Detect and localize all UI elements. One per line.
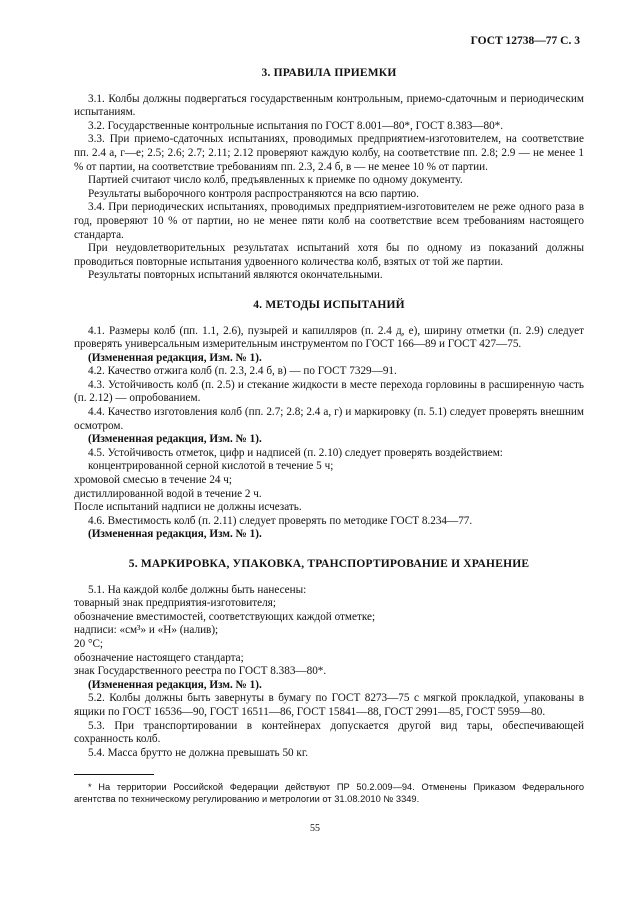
paragraph-5-2: 5.2. Колбы должны быть завернуты в бумагу по ГОСТ 8273—75 с мягкой прокладкой, упакованы в ящики по ГОСТ 16536—90, ГОСТ 16511—86, ГОСТ 15841—88, ГОСТ 2991—85, ГОСТ 5959—80. xyxy=(74,692,584,718)
paragraph-4-1: 4.1. Размеры колб (пп. 1.1, 2.6), пузырей и капилляров (п. 2.4 д, е), ширину отметки (п. 2.9) следует проверять универсальным измерительным инструментом по ГОСТ 166—89 и ГОСТ 427—75. xyxy=(74,324,584,351)
paragraph-4-4: 4.4. Качество изготовления колб (пп. 2.7; 2.8; 2.4 а, г) и маркировку (п. 5.1) следует проверять внешним осмотром. xyxy=(74,406,584,432)
paragraph-3-retest: При неудовлетворительных результатах испытаний хотя бы по одному из показаний должны проводиться повторные испытания удвоенного количества колб, взятых от той же партии. xyxy=(74,242,584,268)
paragraph-4-6: 4.6. Вместимость колб (п. 2.11) следует проверять по методике ГОСТ 8.234—77. xyxy=(88,514,473,527)
amendment-note: (Измененная редакция, Изм. № 1). xyxy=(88,433,262,446)
paragraph-3-2: 3.2. Государственные контрольные испытания по ГОСТ 8.001—80*, ГОСТ 8.383—80*. xyxy=(88,119,504,132)
paragraph-3-final: Результаты повторных испытаний являются окончательными. xyxy=(88,269,383,282)
section-3-heading: 3. ПРАВИЛА ПРИЕМКИ xyxy=(261,67,397,79)
paragraph-3-3: 3.3. При приемо-сдаточных испытаниях, проводимых предприятием-изготовителем, на соответствие пп. 2.4 а, г—е; 2.5; 2.6; 2.7; 2.11; 2.12 проверяют каждую колбу, на соответствие пп. 2.8; 2.9 — не менее 1 % от партии, на соответствие требованиям пп. 2.3, 2.4 б, в — не менее 10 % от партии. xyxy=(74,133,584,173)
footnote xyxy=(74,781,584,805)
paragraph-4-5: 4.5. Устойчивость отметок, цифр и надписей (п. 2.10) следует проверять воздействием: xyxy=(88,446,503,459)
paragraph-3-1: 3.1. Колбы должны подвергаться государственным контрольным, приемо-сдаточным и периодическим испытаниям. xyxy=(74,92,584,119)
section-5-heading: 5. МАРКИРОВКА, УПАКОВКА, ТРАНСПОРТИРОВАНИЕ И ХРАНЕНИЕ xyxy=(128,558,530,570)
list-item: товарный знак предприятия-изготовителя; xyxy=(74,597,276,610)
amendment-note: (Измененная редакция, Изм. № 1). xyxy=(88,678,262,691)
list-item: знак Государственного реестра по ГОСТ 8.383—80*. xyxy=(74,665,327,678)
paragraph-4-3: 4.3. Устойчивость колб (п. 2.5) и стекание жидкости в месте перехода горловины в расширенную часть (п. 2.12) — опробованием. xyxy=(74,378,584,405)
page-number: 55 xyxy=(310,823,320,834)
paragraph-3-4: 3.4. При периодических испытаниях, проводимых предприятием-изготовителем не реже одного раза в год, проверяют 10 % от партии, но не менее пяти колб на соответствие всем требованиям настоящего стандарта. xyxy=(74,201,584,241)
paragraph-5-1: 5.1. На каждой колбе должны быть нанесены: xyxy=(88,583,307,596)
list-item: концентрированной серной кислотой в течение 5 ч; xyxy=(88,460,334,473)
paragraph-4-5-result: После испытаний надписи не должны исчезать. xyxy=(74,501,302,514)
paragraph-3-sampling: Результаты выборочного контроля распространяются на всю партию. xyxy=(88,187,419,200)
amendment-note: (Измененная редакция, Изм. № 1). xyxy=(88,351,262,364)
list-item: дистиллированной водой в течение 2 ч. xyxy=(74,487,262,500)
list-item: 20 °С; xyxy=(74,637,104,650)
list-item: хромовой смесью в течение 24 ч; xyxy=(74,474,233,487)
section-4-heading: 4. МЕТОДЫ ИСПЫТАНИЙ xyxy=(253,298,405,311)
list-item: обозначение настоящего стандарта; xyxy=(74,651,244,664)
paragraph-5-3: 5.3. При транспортировании в контейнерах допускается другой вид тары, обеспечивающей сохранность колб. xyxy=(74,719,584,746)
paragraph-3-batch: Партией считают число колб, предъявленных к приемке по одному документу. xyxy=(88,174,463,187)
list-item: надписи: «см³» и «Н» (налив); xyxy=(74,624,219,637)
paragraph-5-4: 5.4. Масса брутто не должна превышать 50 кг. xyxy=(88,746,308,759)
paragraph-4-2: 4.2. Качество отжига колб (п. 2.3, 2.4 б, в) — по ГОСТ 7329—91. xyxy=(88,365,397,378)
running-header: ГОСТ 12738—77 С. 3 xyxy=(470,35,580,47)
document-body xyxy=(74,67,584,760)
amendment-note: (Измененная редакция, Изм. № 1). xyxy=(88,528,262,541)
footnote-text: * На территории Российской Федерации действуют ПР 50.2.009—94. Отменены Приказом Федерального агентства по техническому регулированию и метрологии от 31.08.2010 № 3349. xyxy=(74,782,584,804)
list-item: обозначение вместимостей, соответствующих каждой отметке; xyxy=(74,610,376,623)
footnote-divider xyxy=(74,774,154,775)
